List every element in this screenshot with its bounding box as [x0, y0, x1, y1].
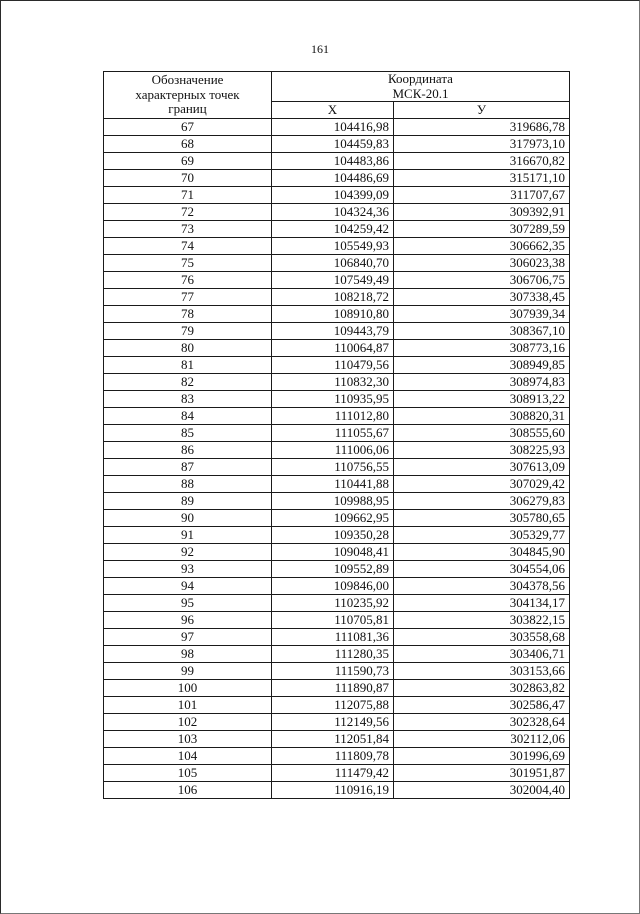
y-coordinate-cell: 305329,77 [394, 527, 570, 544]
table-row [104, 323, 570, 340]
x-coordinate-cell: 111590,73 [272, 663, 394, 680]
x-coordinate-cell: 110064,87 [272, 340, 394, 357]
point-cell: 67 [104, 119, 272, 136]
x-coordinate-cell: 104459,83 [272, 136, 394, 153]
point-cell: 73 [104, 221, 272, 238]
x-coordinate-cell: 108910,80 [272, 306, 394, 323]
point-cell: 95 [104, 595, 272, 612]
table-row [104, 748, 570, 765]
table-row [104, 595, 570, 612]
x-coordinate-cell: 111890,87 [272, 680, 394, 697]
y-coordinate-cell: 306662,35 [394, 238, 570, 255]
point-cell: 99 [104, 663, 272, 680]
point-cell: 75 [104, 255, 272, 272]
x-coordinate-cell: 112075,88 [272, 697, 394, 714]
point-cell: 87 [104, 459, 272, 476]
point-cell: 94 [104, 578, 272, 595]
coordinate-system-header [272, 72, 570, 102]
y-coordinate-cell: 308949,85 [394, 357, 570, 374]
point-cell: 100 [104, 680, 272, 697]
point-cell: 91 [104, 527, 272, 544]
point-cell: 81 [104, 357, 272, 374]
y-coordinate-cell: 302328,64 [394, 714, 570, 731]
y-coordinate-cell: 307613,09 [394, 459, 570, 476]
x-coordinate-cell: 111280,35 [272, 646, 394, 663]
y-coordinate-cell: 303822,15 [394, 612, 570, 629]
y-coordinate-cell: 308773,16 [394, 340, 570, 357]
x-coordinate-cell: 109443,79 [272, 323, 394, 340]
x-coordinate-cell: 104483,86 [272, 153, 394, 170]
x-coordinate-cell: 111081,36 [272, 629, 394, 646]
x-coordinate-cell: 109048,41 [272, 544, 394, 561]
x-coordinate-cell: 110756,55 [272, 459, 394, 476]
x-coordinate-cell: 109662,95 [272, 510, 394, 527]
table-row [104, 476, 570, 493]
x-coordinate-cell: 110705,81 [272, 612, 394, 629]
x-coordinate-cell: 110441,88 [272, 476, 394, 493]
y-coordinate-cell: 303153,66 [394, 663, 570, 680]
table-row [104, 646, 570, 663]
point-cell: 103 [104, 731, 272, 748]
point-header-line-3: границ [168, 101, 207, 117]
point-cell: 89 [104, 493, 272, 510]
y-coordinate-cell: 303406,71 [394, 646, 570, 663]
table-row [104, 561, 570, 578]
y-coordinate-cell: 308225,93 [394, 442, 570, 459]
x-coordinate-cell: 111479,42 [272, 765, 394, 782]
x-coordinate-cell: 104399,09 [272, 187, 394, 204]
point-cell: 68 [104, 136, 272, 153]
point-cell: 84 [104, 408, 272, 425]
y-coordinate-cell: 308820,31 [394, 408, 570, 425]
coord-header-line-1: Координата [388, 71, 453, 86]
point-cell: 96 [104, 612, 272, 629]
x-coordinate-cell: 111006,06 [272, 442, 394, 459]
y-coordinate-cell: 309392,91 [394, 204, 570, 221]
y-coordinate-cell: 308555,60 [394, 425, 570, 442]
point-cell: 82 [104, 374, 272, 391]
table-row [104, 714, 570, 731]
x-coordinate-cell: 109846,00 [272, 578, 394, 595]
y-coordinate-cell: 308367,10 [394, 323, 570, 340]
x-coordinate-cell: 110935,95 [272, 391, 394, 408]
table-row [104, 697, 570, 714]
x-coordinate-cell: 110479,56 [272, 357, 394, 374]
x-coordinate-cell: 109350,28 [272, 527, 394, 544]
table-row [104, 170, 570, 187]
point-cell: 78 [104, 306, 272, 323]
point-cell: 106 [104, 782, 272, 799]
point-cell: 98 [104, 646, 272, 663]
table-row [104, 442, 570, 459]
point-cell: 101 [104, 697, 272, 714]
y-coordinate-cell: 301996,69 [394, 748, 570, 765]
y-coordinate-cell: 302586,47 [394, 697, 570, 714]
table-row [104, 272, 570, 289]
point-cell: 104 [104, 748, 272, 765]
x-coordinate-cell: 110832,30 [272, 374, 394, 391]
table-row [104, 153, 570, 170]
table-row [104, 680, 570, 697]
x-coordinate-cell: 105549,93 [272, 238, 394, 255]
point-cell: 74 [104, 238, 272, 255]
x-coordinate-cell: 104486,69 [272, 170, 394, 187]
point-cell: 88 [104, 476, 272, 493]
point-cell: 97 [104, 629, 272, 646]
y-coordinate-cell: 305780,65 [394, 510, 570, 527]
y-coordinate-cell: 303558,68 [394, 629, 570, 646]
table-row [104, 578, 570, 595]
point-cell: 76 [104, 272, 272, 289]
point-cell: 72 [104, 204, 272, 221]
table-row [104, 765, 570, 782]
point-header-line-2: характерных точек [135, 86, 240, 102]
point-cell: 77 [104, 289, 272, 306]
table-row [104, 221, 570, 238]
table-row [104, 306, 570, 323]
y-coordinate-cell: 306279,83 [394, 493, 570, 510]
point-cell: 83 [104, 391, 272, 408]
y-coordinate-cell: 301951,87 [394, 765, 570, 782]
y-coordinate-cell: 306023,38 [394, 255, 570, 272]
y-coordinate-cell: 315171,10 [394, 170, 570, 187]
x-coordinate-cell: 104416,98 [272, 119, 394, 136]
y-coordinate-cell: 317973,10 [394, 136, 570, 153]
x-coordinate-cell: 111012,80 [272, 408, 394, 425]
point-cell: 105 [104, 765, 272, 782]
x-coordinate-cell: 111055,67 [272, 425, 394, 442]
table-row [104, 629, 570, 646]
x-coordinate-cell: 109552,89 [272, 561, 394, 578]
table-row [104, 187, 570, 204]
x-column-header: X [272, 102, 394, 119]
y-coordinate-cell: 302004,40 [394, 782, 570, 799]
point-cell: 69 [104, 153, 272, 170]
table-body [104, 119, 570, 799]
table-row [104, 544, 570, 561]
y-coordinate-cell: 304554,06 [394, 561, 570, 578]
table-row [104, 459, 570, 476]
y-coordinate-cell: 304134,17 [394, 595, 570, 612]
table-row [104, 255, 570, 272]
point-cell: 70 [104, 170, 272, 187]
table-row [104, 136, 570, 153]
table-row [104, 119, 570, 136]
x-coordinate-cell: 111809,78 [272, 748, 394, 765]
y-coordinate-cell: 319686,78 [394, 119, 570, 136]
point-cell: 80 [104, 340, 272, 357]
x-coordinate-cell: 108218,72 [272, 289, 394, 306]
x-coordinate-cell: 112149,56 [272, 714, 394, 731]
table-row [104, 289, 570, 306]
table-row [104, 527, 570, 544]
y-coordinate-cell: 307939,34 [394, 306, 570, 323]
point-cell: 90 [104, 510, 272, 527]
table-row [104, 391, 570, 408]
point-cell: 85 [104, 425, 272, 442]
y-column-header: У [394, 102, 570, 119]
point-cell: 93 [104, 561, 272, 578]
table-header [104, 72, 570, 119]
x-coordinate-cell: 107549,49 [272, 272, 394, 289]
y-coordinate-cell: 307338,45 [394, 289, 570, 306]
table-row [104, 493, 570, 510]
y-coordinate-cell: 316670,82 [394, 153, 570, 170]
table-row [104, 408, 570, 425]
table-row [104, 374, 570, 391]
table-row [104, 357, 570, 374]
y-coordinate-cell: 307289,59 [394, 221, 570, 238]
y-coordinate-cell: 302112,06 [394, 731, 570, 748]
point-cell: 92 [104, 544, 272, 561]
y-coordinate-cell: 306706,75 [394, 272, 570, 289]
table-row [104, 204, 570, 221]
table-row [104, 238, 570, 255]
x-coordinate-cell: 110235,92 [272, 595, 394, 612]
point-cell: 79 [104, 323, 272, 340]
y-coordinate-cell: 302863,82 [394, 680, 570, 697]
y-coordinate-cell: 304378,56 [394, 578, 570, 595]
point-cell: 86 [104, 442, 272, 459]
table-row [104, 612, 570, 629]
y-coordinate-cell: 307029,42 [394, 476, 570, 493]
point-cell: 71 [104, 187, 272, 204]
y-coordinate-cell: 308974,83 [394, 374, 570, 391]
table-row [104, 782, 570, 799]
table-row [104, 663, 570, 680]
coord-header-line-2: МСК-20.1 [392, 85, 449, 101]
x-coordinate-cell: 104259,42 [272, 221, 394, 238]
y-coordinate-cell: 304845,90 [394, 544, 570, 561]
x-coordinate-cell: 109988,95 [272, 493, 394, 510]
x-coordinate-cell: 112051,84 [272, 731, 394, 748]
page-number: 161 [311, 42, 329, 56]
x-coordinate-cell: 104324,36 [272, 204, 394, 221]
point-designation-header [104, 72, 272, 119]
table-row [104, 731, 570, 748]
point-header-line-1: Обозначение [151, 72, 224, 88]
table-row [104, 425, 570, 442]
y-coordinate-cell: 311707,67 [394, 187, 570, 204]
table-row [104, 510, 570, 527]
point-cell: 102 [104, 714, 272, 731]
x-coordinate-cell: 106840,70 [272, 255, 394, 272]
table-row [104, 340, 570, 357]
x-coordinate-cell: 110916,19 [272, 782, 394, 799]
coordinates-table [103, 71, 570, 799]
y-coordinate-cell: 308913,22 [394, 391, 570, 408]
